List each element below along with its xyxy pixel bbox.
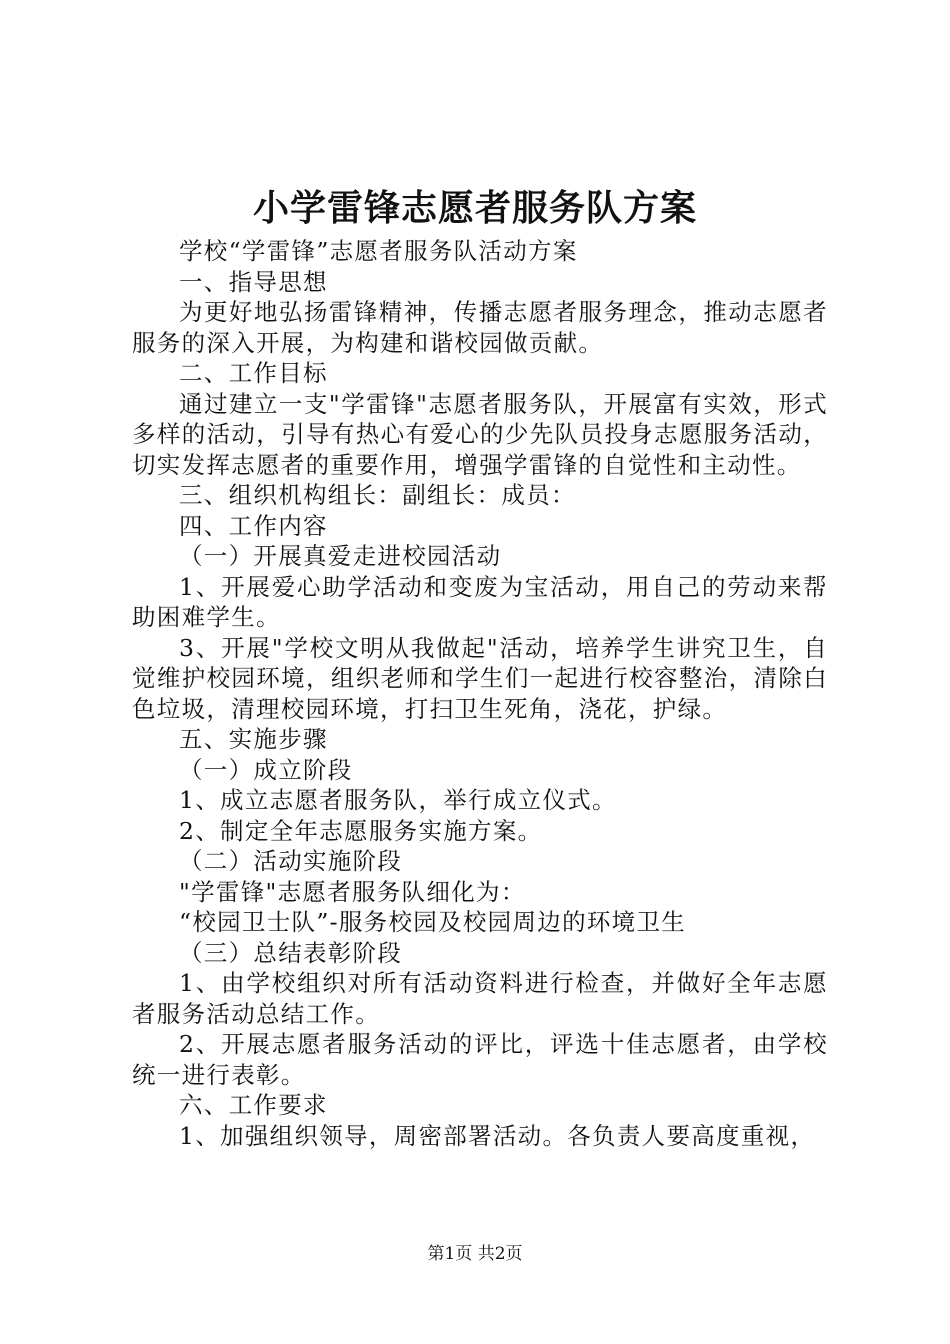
- section-heading: 四、工作内容: [179, 511, 328, 540]
- subsection-heading: （三）总结表彰阶段: [179, 938, 403, 967]
- paragraph: 2、开展志愿者服务活动的评比，评选十佳志愿者，由学校统一进行表彰。: [132, 1030, 828, 1089]
- subsection-heading: （一）开展真爱走进校园活动: [179, 542, 502, 570]
- document-title: 小学雷锋志愿者服务队方案: [252, 187, 697, 229]
- paragraph: 通过建立一支"学雷锋"志愿者服务队，开展富有实效，形式多样的活动，引导有热心有爱心的少先队员投身志愿服务活动，切实发挥志愿者的重要作用，增强学雷锋的自觉性和主动性。: [132, 389, 828, 479]
- section-heading: 六、工作要求: [179, 1091, 328, 1119]
- paragraph: 1、成立志愿者服务队，举行成立仪式。: [179, 786, 617, 814]
- subsection-heading: （二）活动实施阶段: [179, 847, 403, 875]
- section-heading: 三、组织机构组长：副组长：成员：: [179, 481, 576, 509]
- section-heading: 一、指导思想: [179, 267, 328, 296]
- paragraph: 2、制定全年志愿服务实施方案。: [179, 816, 543, 845]
- paragraph: 1、开展爱心助学活动和变废为宝活动，用自己的劳动来帮助困难学生。: [132, 572, 828, 631]
- paragraph: 1、加强组织领导，周密部署活动。各负责人要高度重视，: [179, 1121, 816, 1150]
- paragraph: 1、由学校组织对所有活动资料进行检查，并做好全年志愿者服务活动总结工作。: [132, 969, 828, 1028]
- section-heading: 五、实施步骤: [179, 725, 328, 753]
- paragraph: 学校“学雷锋”志愿者服务队活动方案: [179, 237, 578, 265]
- paragraph: 为更好地弘扬雷锋精神，传播志愿者服务理念，推动志愿者服务的深入开展，为构建和谐校园做贡献。: [132, 298, 828, 357]
- paragraph: “校园卫士队”-服务校园及校园周边的环境卫生: [179, 908, 687, 936]
- section-heading: 二、工作目标: [179, 359, 328, 387]
- document-body: [132, 236, 828, 1151]
- subsection-heading: （一）成立阶段: [179, 755, 353, 784]
- paragraph: "学雷锋"志愿者服务队细化为：: [179, 877, 526, 906]
- paragraph: 3、开展"学校文明从我做起"活动，培养学生讲究卫生，自觉维护校园环境，组织老师和学生们一起进行校容整治，清除白色垃圾，清理校园环境，打扫卫生死角，浇花，护绿。: [132, 633, 828, 723]
- page-footer: 第1页 共2页: [427, 1244, 523, 1264]
